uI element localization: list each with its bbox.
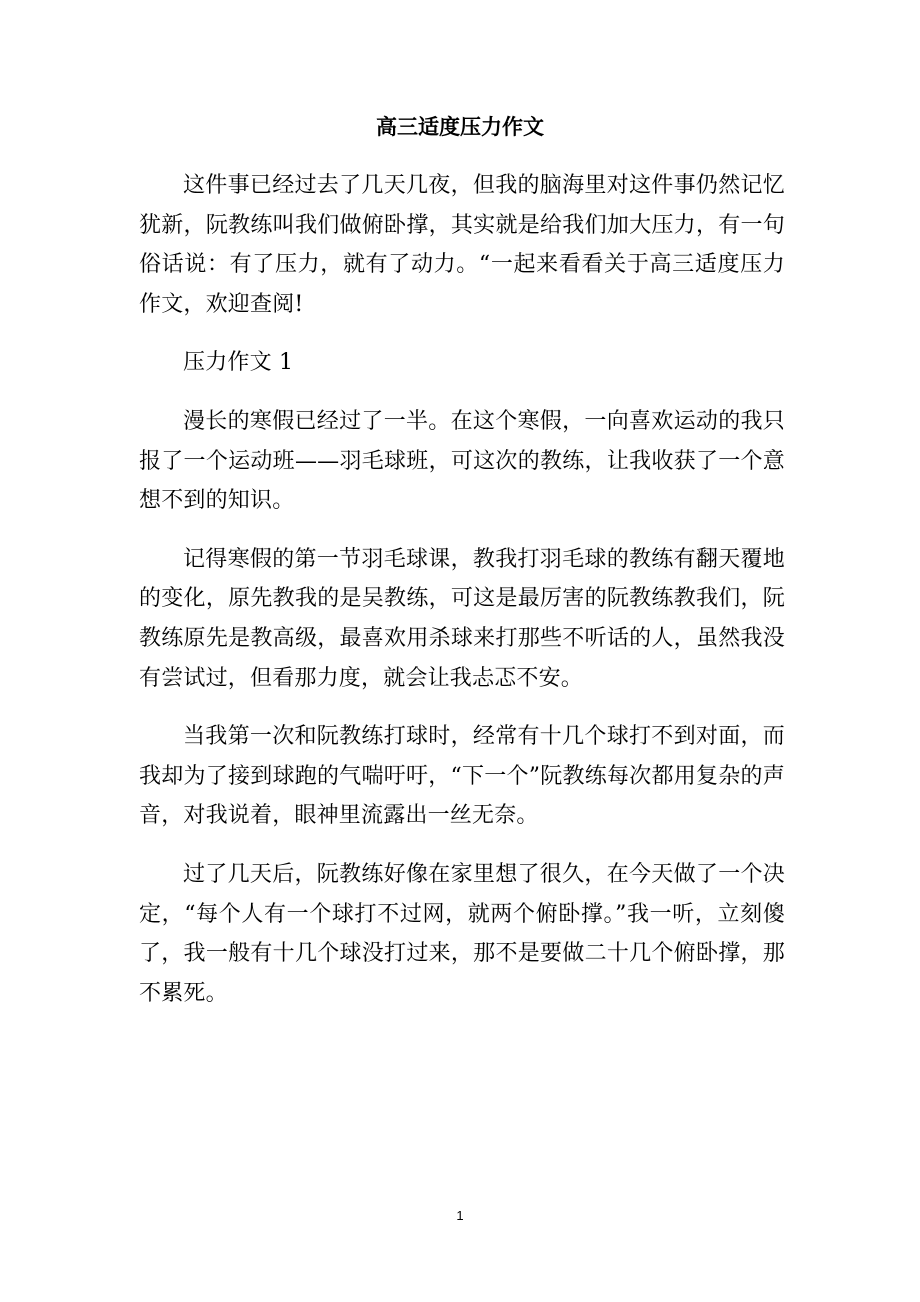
document-title: 高三适度压力作文	[376, 114, 544, 139]
paragraph: 漫长的寒假已经过了一半。在这个寒假，一向喜欢运动的我只报了一个运动班——羽毛球班，可这次的教练，让我收获了一个意想不到的知识。	[139, 408, 785, 514]
paragraph: 当我第一次和阮教练打球时，经常有十几个球打不到对面，而我却为了接到球跑的气喘吁吁，“下一个”阮教练每次都用复杂的声音，对我说着，眼神里流露出一丝无奈。	[139, 724, 785, 829]
paragraph: 记得寒假的第一节羽毛球课，教我打羽毛球的教练有翻天覆地的变化，原先教我的是吴教练，可这是最厉害的阮教练教我们，阮教练原先是教高级，最喜欢用杀球来打那些不听话的人，虽然我没有尝试过，但看那力度，就会让我忐忑不安。	[139, 546, 785, 691]
paragraph-intro: 这件事已经过去了几天几夜，但我的脑海里对这件事仍然记忆犹新，阮教练叫我们做俯卧撑，其实就是给我们加大压力，有一句俗话说：有了压力，就有了动力。“一起来看看关于高三适度压力作文，欢迎查阅!	[139, 173, 785, 317]
paragraph: 过了几天后，阮教练好像在家里想了很久，在今天做了一个决定，“每个人有一个球打不过网，就两个俯卧撑。”我一听，立刻傻了，我一般有十几个球没打过来，那不是要做二十几个俯卧撑，那不累死。	[139, 861, 785, 1006]
document-body	[139, 166, 785, 1032]
page-number: 1	[456, 1208, 464, 1223]
section-heading: 压力作文 1	[183, 350, 294, 376]
